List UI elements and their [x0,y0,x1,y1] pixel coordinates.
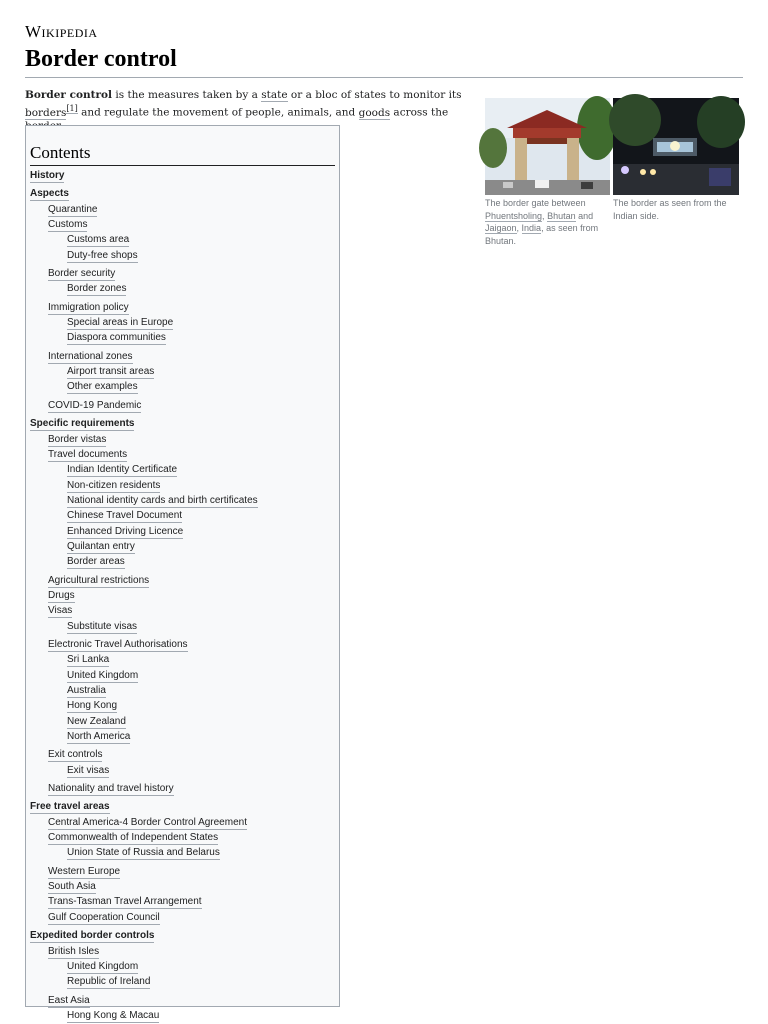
caption-text: The border gate between [485,198,586,208]
toc-item[interactable] [26,896,339,907]
toc-item-label: Specific requirements [30,418,135,430]
toc-item[interactable] [26,302,339,313]
toc-item[interactable] [26,510,339,521]
toc-item-label: United Kingdom [67,669,139,681]
toc-item-label: National identity cards and birth certificates [67,494,258,506]
toc-item-label: Hong Kong [67,700,118,712]
toc-item[interactable] [26,332,339,343]
toc-item-label: History [30,170,65,181]
toc-item-label: Exit visas [67,764,110,776]
toc-item[interactable] [26,930,339,941]
toc-item[interactable] [26,590,339,601]
site-wordmark[interactable]: Wikipedia [25,22,98,41]
lead-text: and regulate the movement of people, animals, and [77,106,359,119]
toc-item-label: Diaspora communities [67,332,166,344]
page-title: Border control [25,46,743,78]
toc-item[interactable] [26,1010,339,1021]
link-bhutan[interactable]: Bhutan [547,210,576,221]
toc-item-label: Other examples [67,381,138,393]
toc-item-label: Free travel areas [30,801,110,813]
toc-item-label: Special areas in Europe [67,317,174,329]
toc-item[interactable] [26,449,339,460]
border-gate-photo[interactable] [485,98,610,195]
indian-side-photo[interactable] [613,98,739,195]
toc-item[interactable] [26,654,339,665]
toc-item-label: Union State of Russia and Belarus [67,847,220,859]
figure-caption [485,197,610,247]
link-goods[interactable]: goods [358,106,391,119]
toc-item[interactable] [26,480,339,491]
toc-item[interactable] [26,832,339,843]
toc-item[interactable] [26,866,339,877]
toc-item[interactable] [26,351,339,362]
toc-item[interactable] [26,400,339,411]
figure-caption: The border as seen from the Indian side. [613,198,727,221]
toc-item[interactable] [26,621,339,632]
link-borders[interactable]: borders [25,106,67,119]
toc-item[interactable] [26,575,339,586]
toc-item[interactable] [26,847,339,858]
toc-item-label: Drugs [48,589,75,601]
toc-item-label: New Zealand [67,715,126,727]
toc-item[interactable] [26,170,339,181]
toc-item-label: Trans-Tasman Travel Arrangement [48,896,202,908]
link-jaigaon[interactable]: Jaigaon [485,223,517,233]
link-phuentsholing[interactable]: Phuentsholing [485,210,543,221]
toc-item[interactable] [26,685,339,696]
toc-item-label: Border vistas [48,433,107,445]
toc-item-label: Quarantine [48,203,98,215]
toc-item[interactable] [26,250,339,261]
toc-item-label: Substitute visas [67,620,138,632]
toc-item[interactable] [26,283,339,294]
toc-item-label: Customs [48,219,88,231]
toc-item-label: Electronic Travel Authorisations [48,638,188,650]
toc-item[interactable] [26,946,339,957]
toc-item[interactable] [26,219,339,230]
toc-item[interactable] [26,464,339,475]
toc-title: Contents [30,143,335,166]
toc-item-label: Australia [67,685,106,696]
toc-item-label: Nationality and travel history [48,783,174,795]
toc-item-label: COVID-19 Pandemic [48,399,142,411]
caption-text: , [516,223,522,233]
toc-item[interactable] [26,381,339,392]
toc-item-label: Expedited border controls [30,930,155,942]
toc-item[interactable] [26,188,339,199]
toc-item-label: Commonwealth of Independent States [48,832,219,844]
toc-item[interactable] [26,234,339,245]
toc-item[interactable] [26,670,339,681]
toc-item-label: Customs area [67,234,130,246]
toc-item-label: Duty-free shops [67,249,138,261]
toc-item[interactable] [26,317,339,328]
link-state[interactable]: state [261,89,288,101]
toc-item[interactable] [26,204,339,215]
toc-item-label: East Asia [48,994,90,1006]
toc-item-label: International zones [48,350,133,362]
toc-item[interactable] [26,765,339,776]
toc-item[interactable] [26,605,339,616]
toc-list [26,170,339,1021]
toc-item-label: Gulf Cooperation Council [48,911,160,923]
lead-text: or a bloc of states to monitor its [287,89,462,101]
toc-item[interactable] [26,716,339,727]
reference-link[interactable]: [1] [66,104,78,113]
toc-item[interactable] [26,418,339,429]
toc-item-label: Border zones [67,283,127,295]
toc-item-label: Border security [48,268,116,280]
toc-item[interactable] [26,541,339,552]
toc-item[interactable] [26,881,339,892]
toc-item-label: Agricultural restrictions [48,574,150,586]
toc-item[interactable] [26,961,339,972]
toc-item[interactable] [26,912,339,923]
toc-item[interactable] [26,749,339,760]
toc-item[interactable] [26,556,339,567]
toc-item-label: Sri Lanka [67,654,110,666]
toc-item-label: Exit controls [48,749,103,761]
toc-item[interactable] [26,495,339,506]
toc-item-label: Border areas [67,556,125,568]
toc-item-label: Immigration policy [48,301,129,313]
toc-item-label: Aspects [30,188,69,200]
toc-item-label: Central America-4 Border Control Agreement [48,816,247,828]
toc-item-label: Quilantan entry [67,540,135,552]
lead-text: is the measures taken by a [112,89,262,101]
toc-item[interactable] [26,434,339,445]
toc-item[interactable] [26,731,339,742]
link-india[interactable]: India [521,223,542,233]
toc-item[interactable] [26,639,339,650]
toc-item-label: North America [67,731,131,743]
toc-item-label: Non-citizen residents [67,479,161,491]
toc-item-label: Visas [48,605,73,617]
toc-item[interactable] [26,801,339,812]
toc-item-label: Travel documents [48,448,128,460]
toc-item-label: Republic of Ireland [67,976,151,988]
toc-item-label: Airport transit areas [67,366,155,378]
lead-text: across the [393,106,449,119]
toc-item-label: South Asia [48,881,96,893]
toc-item[interactable] [26,976,339,987]
toc-item-label: Chinese Travel Document [67,510,183,522]
toc-item-label: Hong Kong & Macau [67,1009,160,1021]
caption-text: , [542,210,548,221]
lead-term: Border control [25,89,113,101]
toc-item-label: Enhanced Driving Licence [67,525,184,537]
toc-item[interactable] [26,526,339,537]
caption-text: and [575,210,594,221]
toc-item[interactable] [26,268,339,279]
caption-text: , as seen from Bhutan. [485,223,599,246]
toc-item-label: British Isles [48,945,100,957]
toc-item[interactable] [26,783,339,794]
toc-item[interactable] [26,366,339,377]
toc-item[interactable] [26,817,339,828]
figure-indian-side [613,98,739,222]
toc-item-label: Indian Identity Certificate [67,464,178,476]
table-of-contents [25,125,340,1021]
toc-item-label: United Kingdom [67,960,139,972]
toc-item-label: Western Europe [48,865,121,877]
toc-item[interactable] [26,995,339,1006]
figure-bhutan-gate [485,98,610,247]
toc-item[interactable] [26,700,339,711]
